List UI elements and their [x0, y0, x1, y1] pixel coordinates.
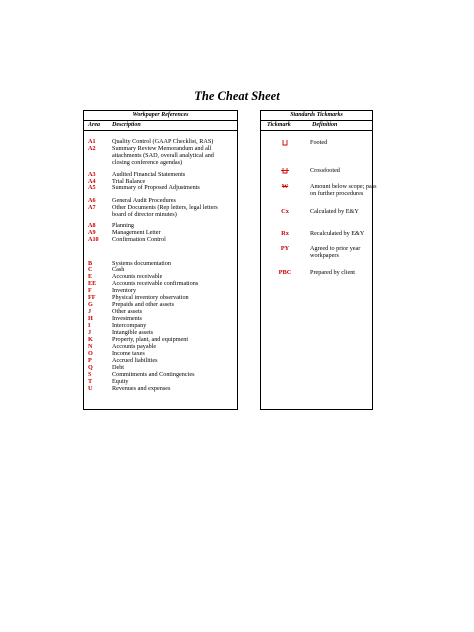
area-description: Accounts receivable confirmations	[112, 280, 199, 287]
area-description: Cash	[112, 266, 125, 273]
area-description: General Audit Procedures	[112, 197, 176, 204]
definition-column-header: Definition	[312, 122, 338, 128]
area-description: Intangible assets	[112, 329, 154, 336]
tickmark-code: PY	[280, 245, 290, 252]
area-code: A5	[88, 184, 96, 191]
heading-divider	[84, 120, 237, 121]
area-description: Management Letter	[112, 229, 161, 236]
area-description: Other Documents (Rep letters, legal letters	[112, 204, 218, 211]
area-code: I	[88, 322, 91, 329]
tickmarks-heading-divider	[261, 120, 372, 121]
workpaper-heading: Workpaper References	[132, 112, 189, 118]
area-code: T	[88, 378, 93, 385]
crossfooted-tick-icon	[261, 167, 309, 177]
area-description: Intercompany	[112, 322, 147, 329]
area-code: A7	[88, 204, 96, 211]
area-description: Physical inventory observation	[112, 294, 189, 301]
area-description: Prepaids and other assets	[112, 301, 175, 308]
area-description: attachments (SAD, overall analytical and	[112, 152, 214, 160]
w-tick-label: W	[281, 183, 289, 190]
area-description: Accrued liabilities	[112, 357, 158, 364]
area-code: A10	[88, 236, 99, 243]
area-description: Investments	[112, 315, 142, 322]
area-description: Inventory	[112, 287, 137, 294]
tickmark-definition: Footed	[310, 139, 328, 146]
area-code: FF	[88, 294, 96, 301]
w-tick-icon	[261, 183, 309, 190]
area-description: Quality Control (GAAP Checklist, RAS)	[112, 138, 214, 145]
area-description: Summary Review Memorandum and all	[112, 145, 212, 152]
area-code: EE	[88, 280, 97, 287]
tickmark-definition: Prepared by client	[310, 269, 356, 276]
area-code: B	[88, 260, 93, 267]
area-code: N	[88, 343, 93, 350]
tickmark-definition: Crossfooted	[310, 167, 340, 174]
area-code: A4	[88, 178, 96, 185]
area-description: Confirmation Control	[112, 236, 166, 243]
description-column-header: Description	[112, 122, 141, 128]
area-description: Equity	[112, 378, 129, 385]
area-description: Planning	[112, 222, 135, 229]
area-description: Debt	[112, 364, 125, 371]
tickmark-definition: Agreed to prior year	[310, 245, 361, 252]
workpaper-references-table	[83, 110, 238, 410]
area-description: Accounts payable	[112, 343, 157, 350]
area-description: Summary of Proposed Adjustments	[112, 184, 200, 191]
area-code: F	[88, 287, 92, 294]
area-code: A1	[88, 138, 96, 145]
tickmark-code: Cx	[281, 208, 289, 215]
tickmarks-column-divider	[261, 130, 372, 131]
area-description: Audited Financial Statements	[112, 171, 186, 178]
tickmark-code: Rx	[281, 230, 289, 237]
area-description: Trial Balance	[112, 178, 146, 185]
area-code: A3	[88, 171, 96, 178]
page-title: The Cheat Sheet	[194, 89, 280, 103]
area-description: Systems documentation	[112, 260, 171, 267]
area-code: A8	[88, 222, 96, 229]
area-description: Other assets	[112, 308, 143, 315]
area-code: U	[88, 385, 93, 392]
column-header-divider	[84, 130, 237, 131]
area-code: E	[88, 273, 93, 280]
tickmarks-heading: Standards Tickmarks	[290, 112, 343, 118]
area-description: Revenues and expenses	[112, 385, 171, 392]
area-code: S	[88, 371, 92, 378]
area-description: Accounts receivable	[112, 273, 163, 280]
area-code: G	[88, 301, 93, 308]
area-code: K	[88, 336, 93, 343]
footed-tick-icon	[261, 139, 309, 148]
area-code: J	[88, 329, 92, 336]
area-code: O	[88, 350, 93, 357]
area-code: J	[88, 308, 92, 315]
area-code: C	[88, 266, 93, 273]
area-code: Q	[88, 364, 93, 371]
tickmark-definition: Recalculated by E&Y	[310, 230, 365, 237]
area-code: P	[88, 357, 92, 364]
tickmark-definition: Calculated by E&Y	[310, 208, 359, 215]
tickmark-code: PBC	[278, 269, 292, 276]
area-column-header: Area	[88, 122, 100, 128]
area-description: Commitments and Contingencies	[112, 371, 195, 378]
tickmark-definition: workpapers	[310, 252, 339, 260]
area-code: A2	[88, 145, 96, 152]
tickmark-column-header: Tickmark	[267, 122, 291, 128]
area-description: closing conference agendas)	[112, 159, 183, 167]
standards-tickmarks-table	[260, 110, 377, 410]
tickmark-definition: on further procedures	[310, 190, 364, 198]
area-description: Property, plant, and equipment	[112, 336, 189, 343]
area-code: H	[88, 315, 93, 322]
tickmark-definition: Amount below scope; pass	[310, 183, 377, 190]
area-description: Income taxes	[112, 350, 145, 357]
area-description: board of director minutes)	[112, 211, 177, 219]
area-code: A9	[88, 229, 96, 236]
area-code: A6	[88, 197, 96, 204]
